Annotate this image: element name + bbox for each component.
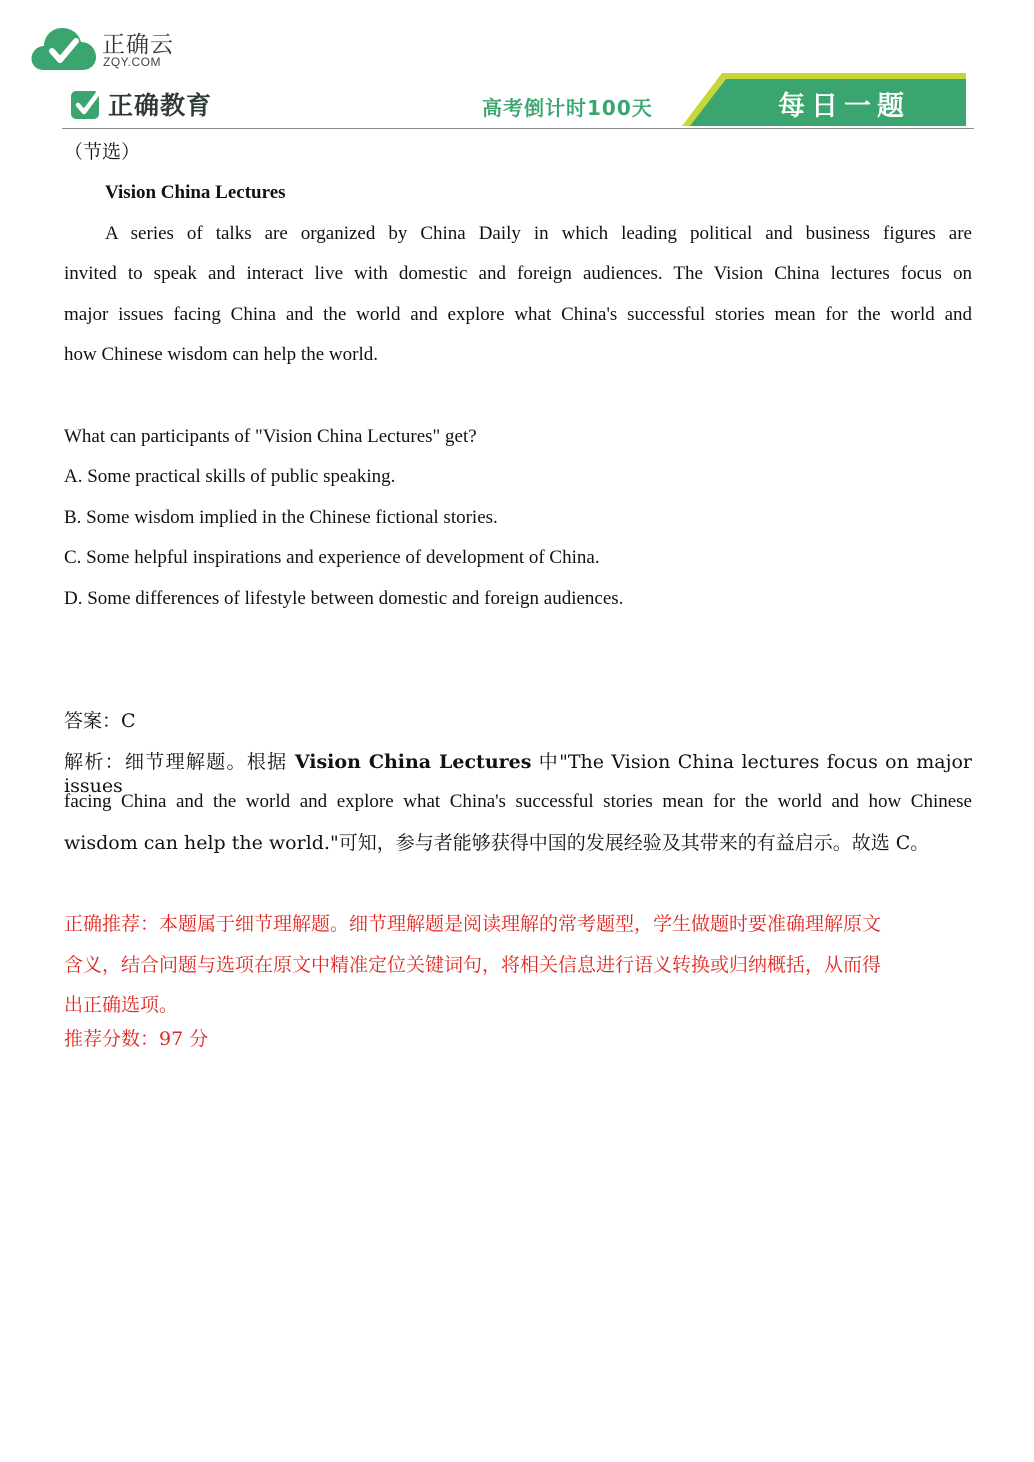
header-divider <box>62 128 974 129</box>
recommend-score: 推荐分数：97 分 <box>64 1028 209 1050</box>
brand <box>70 86 212 122</box>
brand-name: 正确教育 <box>108 91 213 120</box>
passage-line: how Chinese wisdom can help the world. <box>64 344 378 365</box>
recommend-line: 出正确选项。 <box>64 994 179 1016</box>
question-stem: What can participants of "Vision China Lectures" get? <box>64 426 477 447</box>
passage-line: A series of talks are organized by China Daily in which leading political and business figures are <box>105 223 972 244</box>
answer-label: 答案：C <box>64 710 136 732</box>
recommend-line: 含义，结合问题与选项在原文中精准定位关键词句，将相关信息进行语义转换或归纳概括，从而得 <box>64 954 882 976</box>
analysis-line-3: wisdom can help the world."可知，参与者能够获得中国的发展经验及其带来的有益启示。故选 C。 <box>64 832 930 854</box>
analysis-quote: 中"The Vision China lectures focus on major issues <box>64 751 972 797</box>
recommend-line: 正确推荐：本题属于细节理解题。细节理解题是阅读理解的常考题型，学生做题时要准确理解原文 <box>64 913 882 935</box>
passage-line: major issues facing China and the world and explore what China's successful stories mean for the world and <box>64 304 972 325</box>
analysis-line-2: facing China and the world and explore what China's successful stories mean for the world and how Chinese <box>64 791 972 812</box>
option-a: A. Some practical skills of public speaking. <box>64 466 396 487</box>
option-d: D. Some differences of lifestyle between domestic and foreign audiences. <box>64 588 624 609</box>
source-note: （节选） <box>64 141 141 163</box>
option-c: C. Some helpful inspirations and experience of development of China. <box>64 547 600 568</box>
passage-line: invited to speak and interact live with domestic and foreign audiences. The Vision China lectures focus on <box>64 263 972 284</box>
countdown-text: 高考倒计时100天 <box>482 96 653 120</box>
checkbox-check-icon <box>70 88 102 120</box>
zqy-logo <box>30 24 200 74</box>
logo-domain: ZQY.COM <box>103 55 161 69</box>
analysis-passage-title: Vision China Lectures <box>294 751 532 773</box>
banner-title: 每日一题 <box>778 91 910 122</box>
analysis-prefix: 解析：细节理解题。根据 <box>64 751 288 773</box>
cloud-check-icon <box>30 24 98 72</box>
option-b: B. Some wisdom implied in the Chinese fictional stories. <box>64 507 498 528</box>
passage-title: Vision China Lectures <box>105 182 286 203</box>
logo-chinese-name: 正确云 <box>102 32 174 58</box>
